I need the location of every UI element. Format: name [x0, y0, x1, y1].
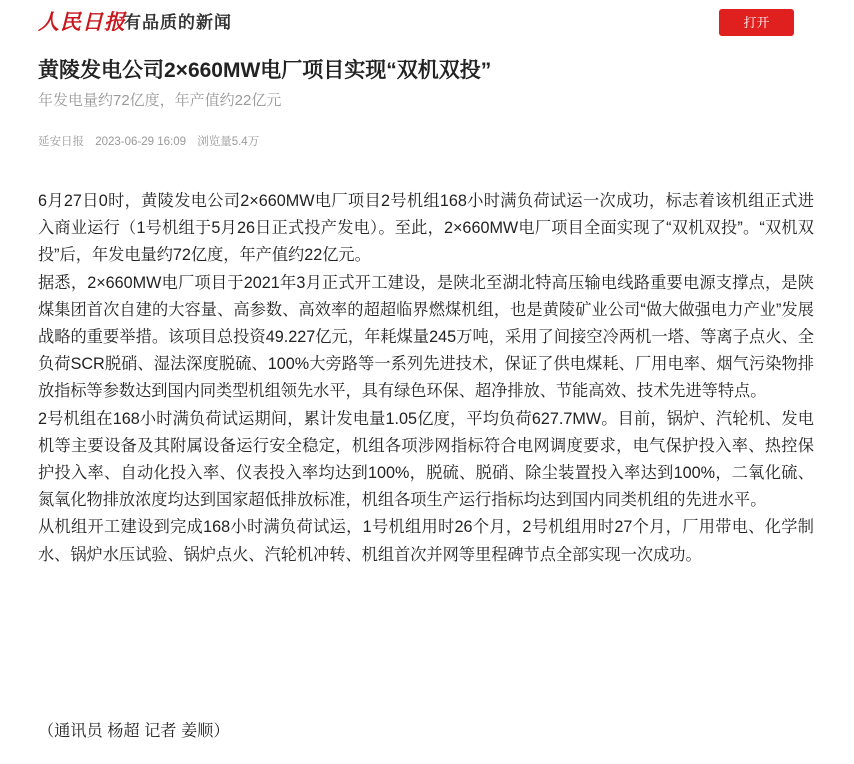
article-subtitle: 年发电量约72亿度，年产值约22亿元 — [38, 92, 282, 109]
header-slogan: 有品质的新闻 — [124, 13, 232, 33]
article-paragraph: 6月27日0时，黄陵发电公司2×660MW电厂项目2号机组168小时满负荷试运一次成功，标志着该机组正式进入商业运行（1号机组于5月26日正式投产发电）。至此，2×660MW电厂项目全面实现了“双机双投”。“双机双投”后，年发电量约72亿度，年产值约22亿元。 — [38, 192, 814, 265]
article-byline: （通讯员 杨超 记者 姜顺） — [38, 722, 230, 740]
people-daily-logo[interactable]: 人民日报 — [38, 9, 126, 34]
open-app-button[interactable]: 打开 — [719, 9, 794, 36]
article-paragraph: 据悉，2×660MW电厂项目于2021年3月正式开工建设，是陕北至湖北特高压输电线路重要电源支撑点，是陕煤集团首次自建的大容量、高参数、高效率的超超临界燃煤机组，也是黄陵矿业公司“做大做强电力产业”发展战略的重要举措。该项目总投资49.227亿元，年耗煤量245万吨，采用了间接空冷两机一塔、等离子点火、全负荷SCR脱硝、湿法深度脱硫、100%大旁路等一系列先进技术，保证了供电煤耗、厂用电率、烟气污染物排放指标等参数达到国内同类型机组领先水平，具有绿色环保、超净排放、节能高效、技术先进等特点。 — [38, 273, 814, 401]
article-body — [38, 188, 814, 569]
article-view-count: 浏览量5.4万 — [197, 136, 260, 148]
article-meta — [38, 133, 267, 151]
article-source: 延安日报 — [38, 136, 84, 148]
article-datetime: 2023-06-29 16:09 — [95, 136, 187, 148]
article-title: 黄陵发电公司2×660MW电厂项目实现“双机双投” — [38, 59, 492, 82]
article-paragraph: 2号机组在168小时满负荷试运期间，累计发电量1.05亿度，平均负荷627.7MW。目前，锅炉、汽轮机、发电机等主要设备及其附属设备运行安全稳定，机组各项涉网指标符合电网调度要求，电气保护投入率、热控保护投入率、自动化投入率、仪表投入率均达到100%，脱硫、脱硝、除尘装置投入率达到100%，二氧化硫、氮氧化物排放浓度均达到国家超低排放标准，机组各项生产运行指标均达到国内同类机组的先进水平。 — [38, 409, 814, 510]
article-paragraph: 从机组开工建设到完成168小时满负荷试运，1号机组用时26个月，2号机组用时27个月，厂用带电、化学制水、锅炉水压试验、锅炉点火、汽轮机冲转、机组首次并网等里程碑节点全部实现一次成功。 — [38, 518, 814, 564]
top-bar — [0, 0, 854, 44]
